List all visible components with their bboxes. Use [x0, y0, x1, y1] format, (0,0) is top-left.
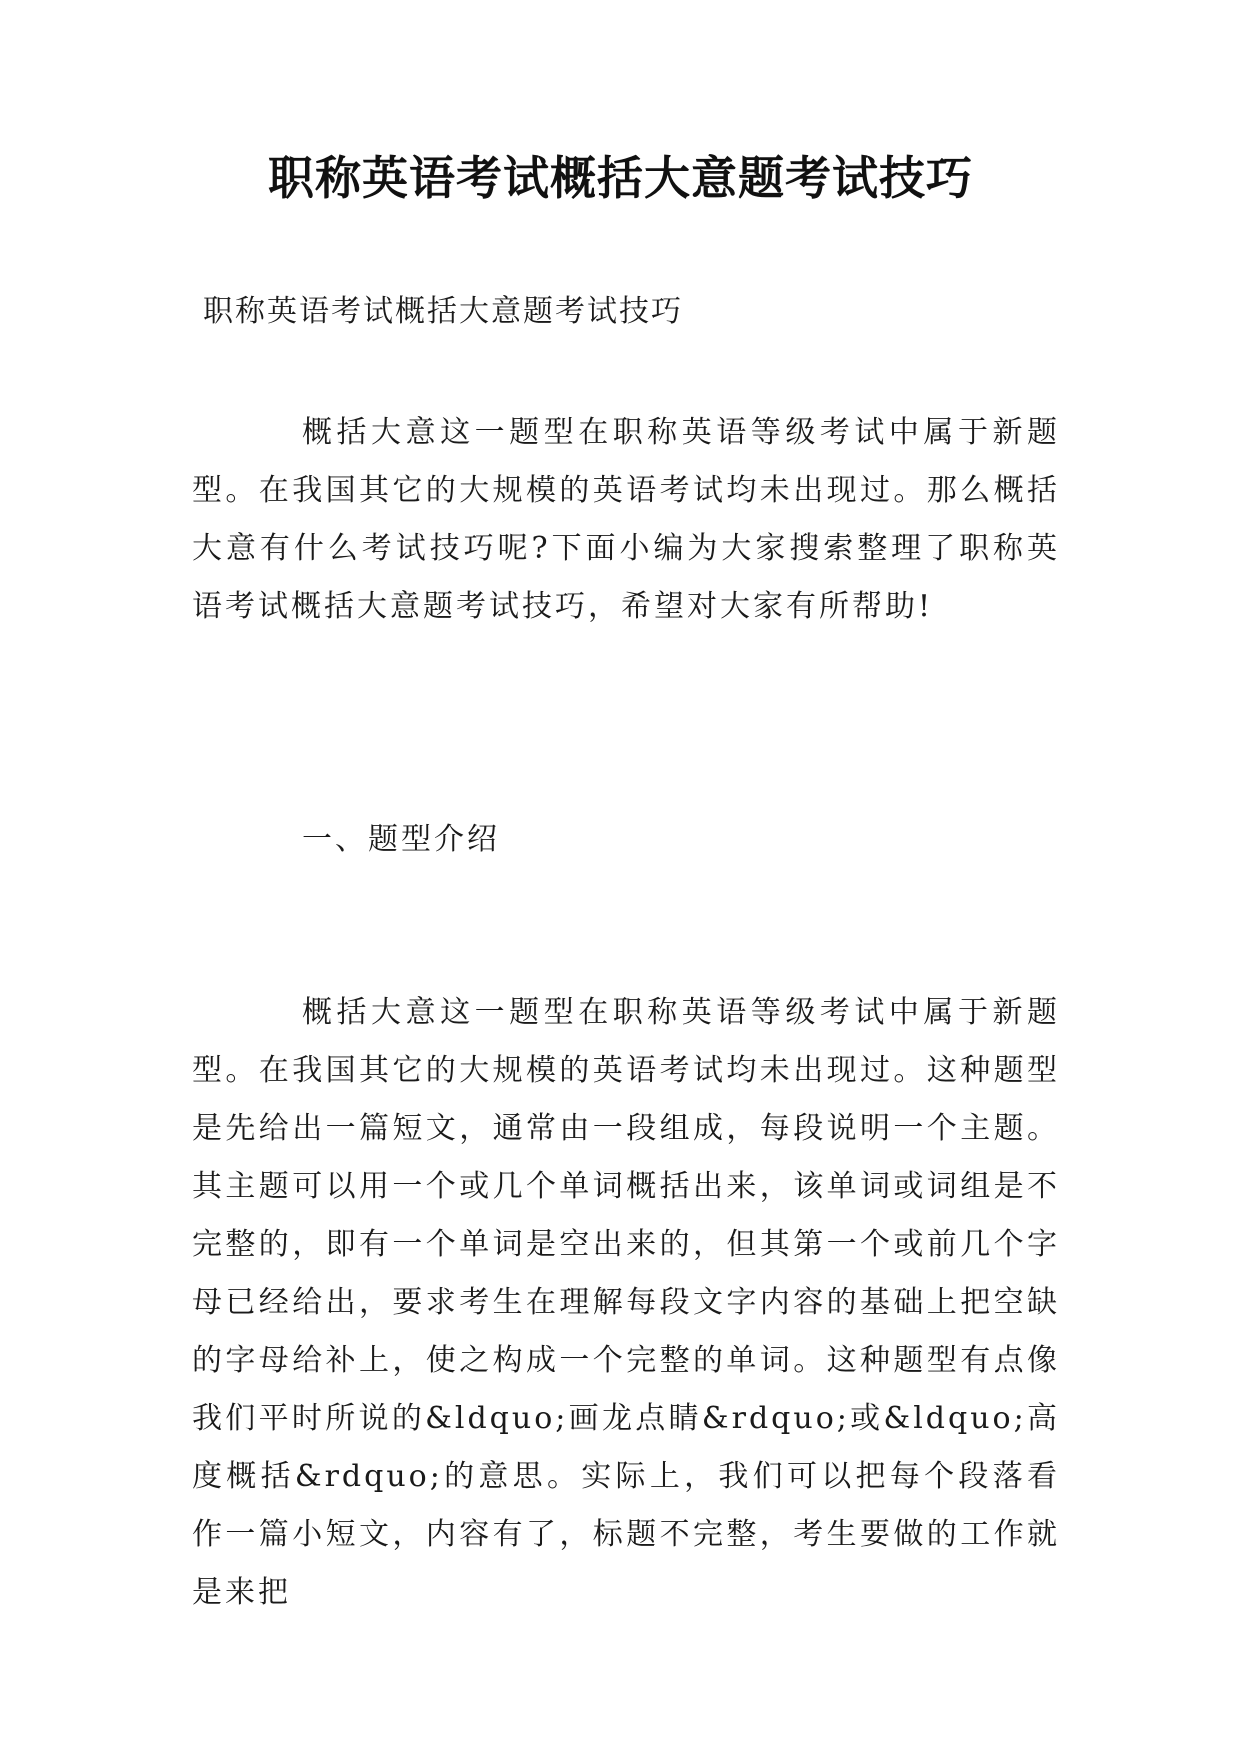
- section-paragraph: 概括大意这一题型在职称英语等级考试中属于新题型。在我国其它的大规模的英语考试均未出现过。这种题型是先给出一篇短文，通常由一段组成，每段说明一个主题。其主题可以用一个或几个单词概括出来，该单词或词组是不完整的，即有一个单词是空出来的，但其第一个或前几个字母已经给出，要求考生在理解每段文字内容的基础上把空缺的字母给补上，使之构成一个完整的单词。这种题型有点像我们平时所说的&ldquo;画龙点睛&rdquo;或&ldquo;高度概括&rdquo;的意思。实际上，我们可以把每个段落看作一篇小短文，内容有了，标题不完整，考生要做的工作就是来把: [192, 995, 1060, 1610]
- section-heading: 一、题型介绍: [302, 822, 500, 857]
- intro-paragraph: 概括大意这一题型在职称英语等级考试中属于新题型。在我国其它的大规模的英语考试均未出现过。那么概括大意有什么考试技巧呢?下面小编为大家搜索整理了职称英语考试概括大意题考试技巧，希望对大家有所帮助!: [192, 415, 1060, 624]
- document-subtitle: 职称英语考试概括大意题考试技巧: [203, 294, 683, 329]
- document-title: 职称英语考试概括大意题考试技巧: [268, 151, 973, 205]
